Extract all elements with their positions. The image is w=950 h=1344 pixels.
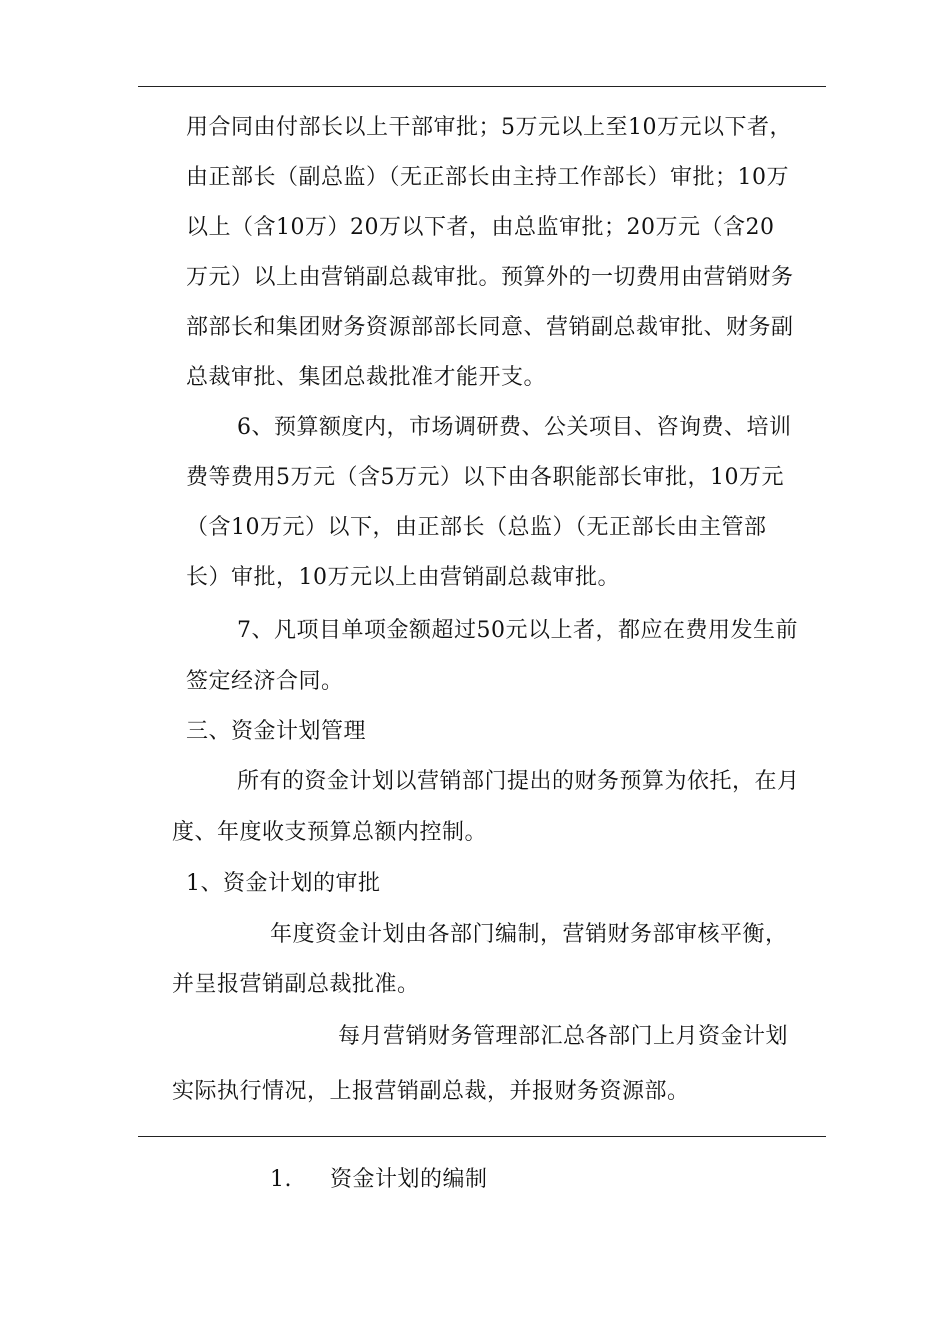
text-line: 用合同由付部长以上干部审批；5万元以上至10万元以下者， bbox=[186, 115, 792, 140]
bottom-rule bbox=[138, 1136, 826, 1137]
text-line: 签定经济合同。 bbox=[186, 669, 344, 694]
text-line: 度、年度收支预算总额内控制。 bbox=[172, 820, 488, 845]
heading-text: 资金计划的编制 bbox=[330, 1167, 488, 1192]
text-line: 并呈报营销副总裁批准。 bbox=[172, 972, 420, 997]
text-line: 年度资金计划由各部门编制，营销财务部审核平衡， bbox=[270, 922, 788, 947]
text-line: 长）审批，10万元以上由营销副总裁审批。 bbox=[186, 565, 620, 590]
subsection-heading: 1、资金计划的审批 bbox=[186, 871, 381, 896]
text-line: 部部长和集团财务资源部部长同意、营销副总裁审批、财务副 bbox=[186, 315, 794, 340]
text-line: 实际执行情况，上报营销副总裁，并报财务资源部。 bbox=[172, 1079, 690, 1104]
text-line: 7、凡项目单项金额超过50元以上者，都应在费用发生前 bbox=[237, 618, 798, 643]
text-line: 每月营销财务管理部汇总各部门上月资金计划 bbox=[338, 1024, 789, 1049]
top-rule bbox=[138, 86, 826, 87]
text-line: 万元）以上由营销副总裁审批。预算外的一切费用由营销财务 bbox=[186, 265, 794, 290]
text-line: 以上（含10万）20万以下者，由总监审批；20万元（含20 bbox=[186, 215, 775, 240]
heading-number: 1. bbox=[270, 1167, 292, 1192]
text-line: 6、预算额度内，市场调研费、公关项目、咨询费、培训 bbox=[237, 415, 792, 440]
text-line: （含10万元）以下，由正部长（总监）（无正部长由主管部 bbox=[186, 515, 767, 540]
section-heading: 三、资金计划管理 bbox=[186, 719, 367, 744]
text-line: 费等费用5万元（含5万元）以下由各职能部长审批，10万元 bbox=[186, 465, 784, 490]
text-line: 总裁审批、集团总裁批准才能开支。 bbox=[186, 365, 547, 390]
text-line: 由正部长（副总监）（无正部长由主持工作部长）审批；10万 bbox=[186, 165, 789, 190]
text-line: 所有的资金计划以营销部门提出的财务预算为依托，在月 bbox=[237, 769, 800, 794]
